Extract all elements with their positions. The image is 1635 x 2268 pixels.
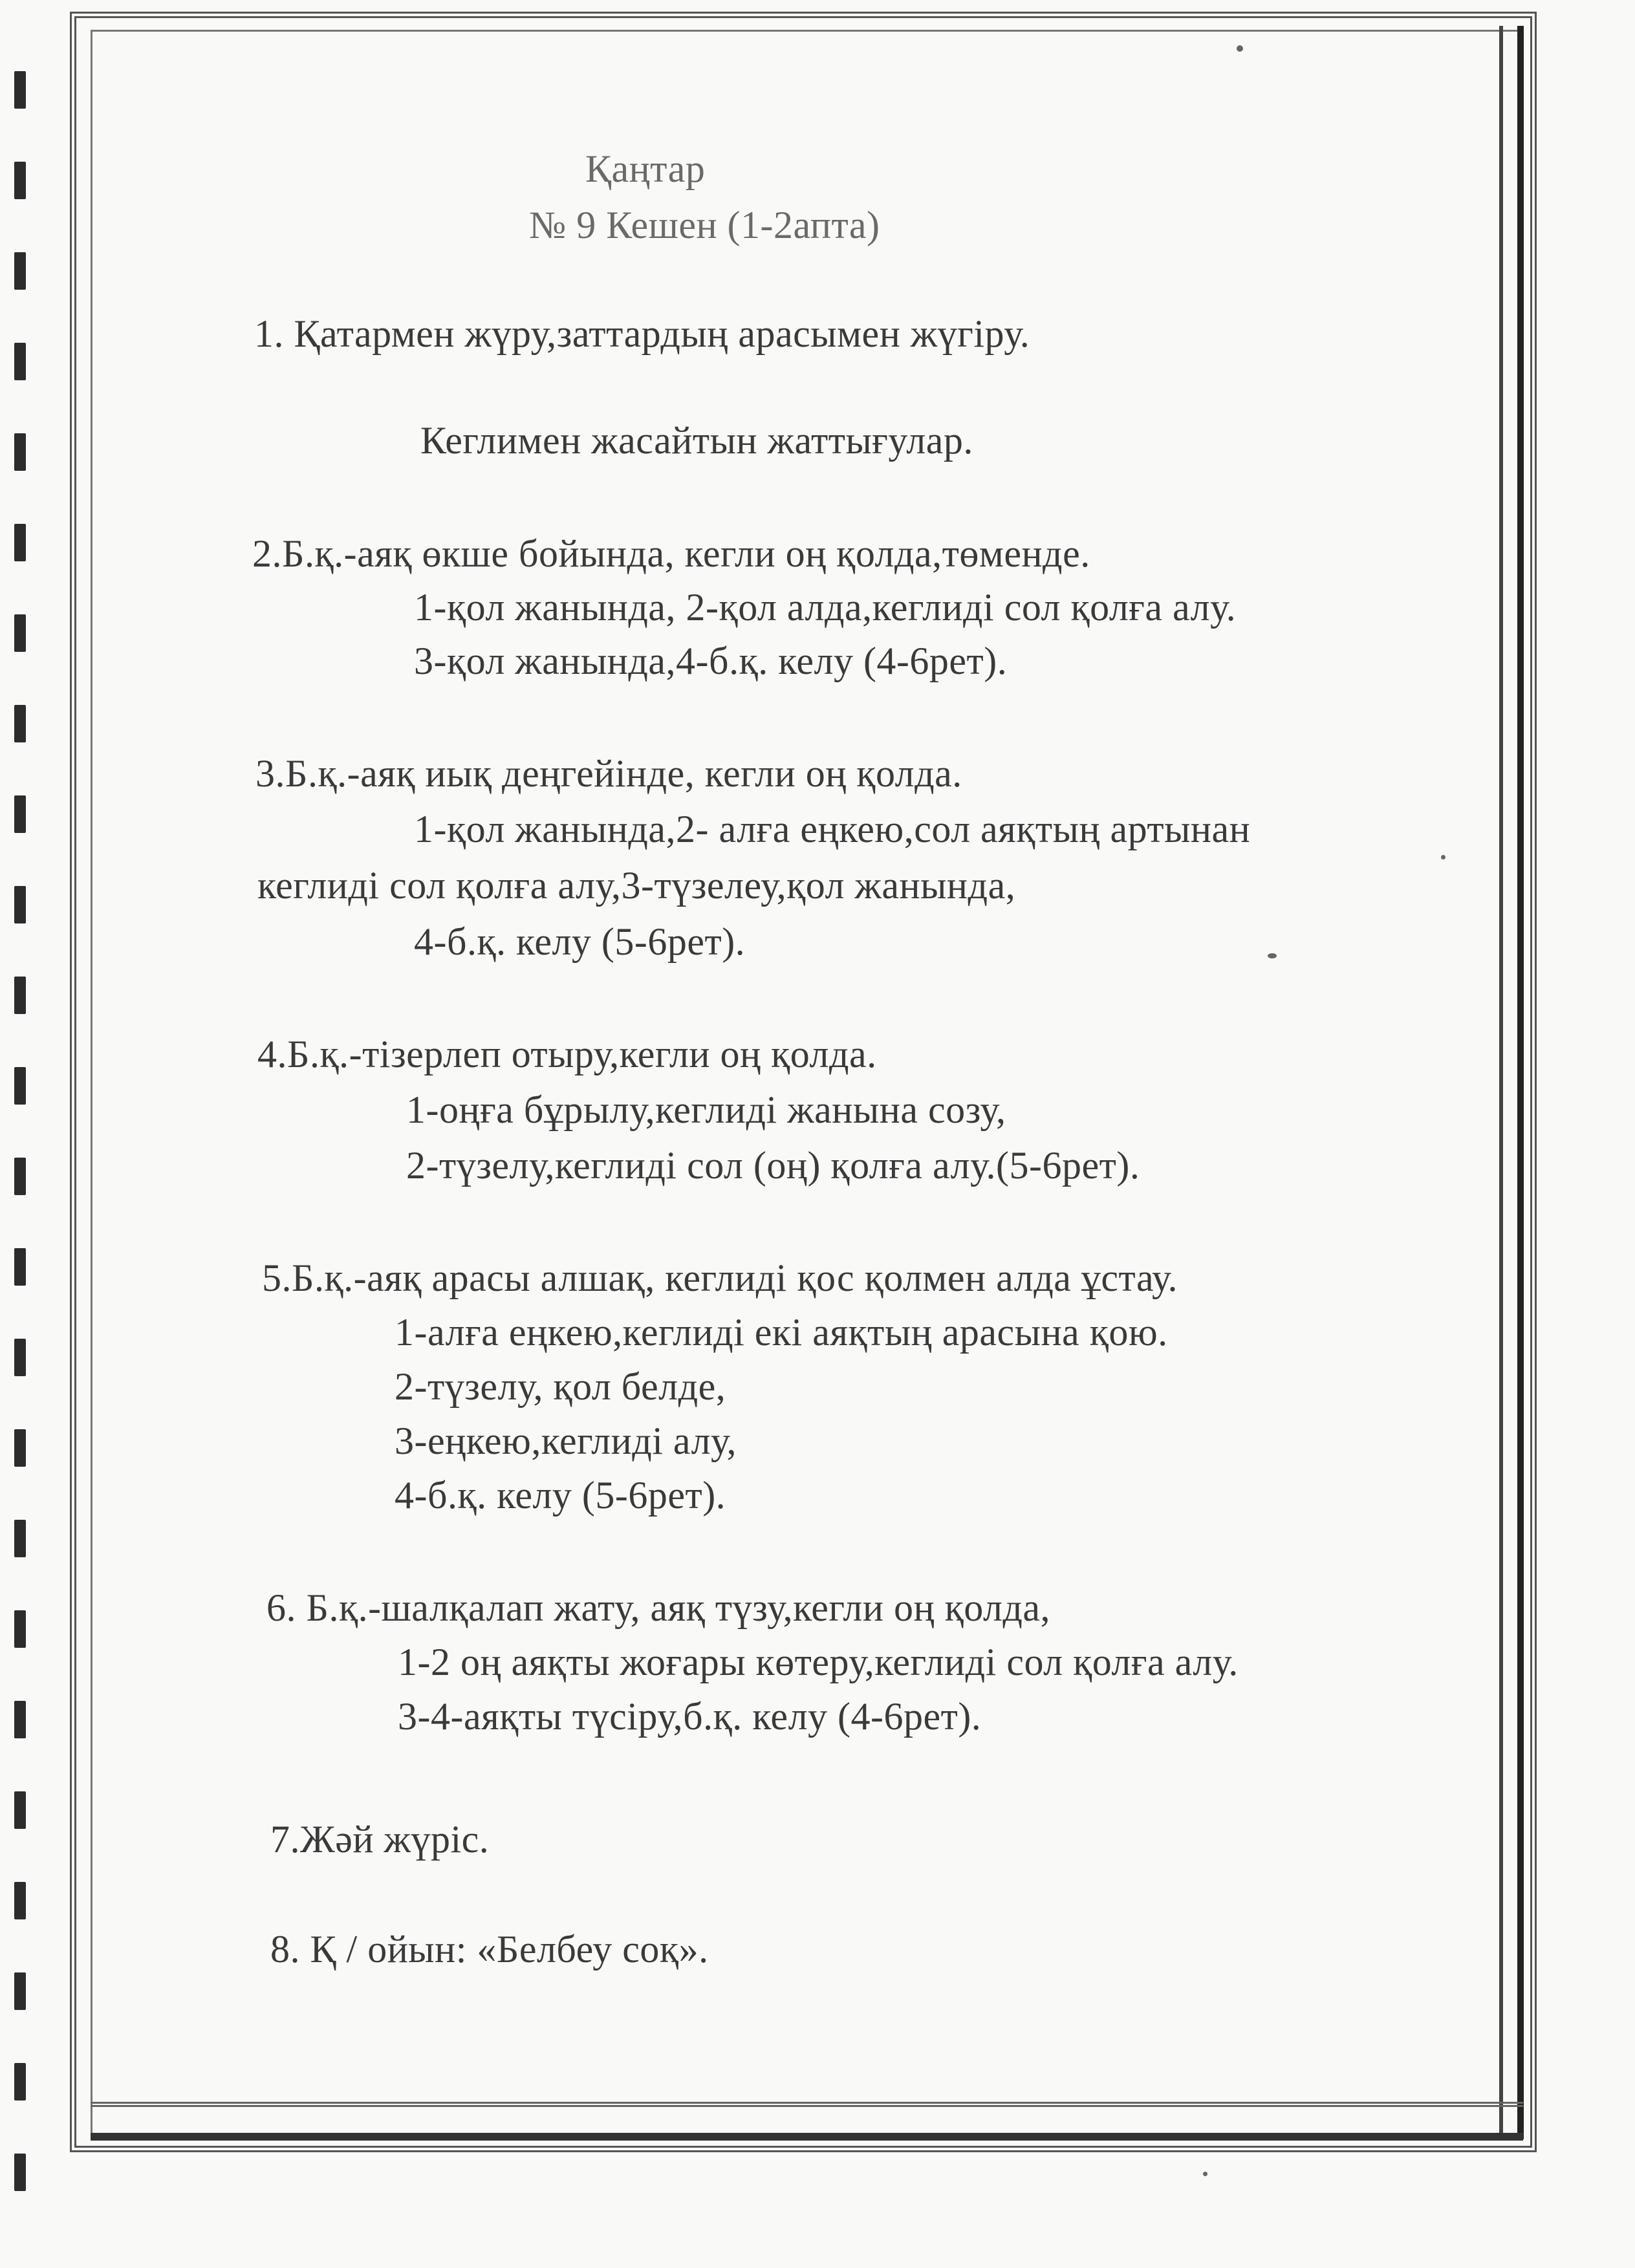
exercise-3-step-1: 1-қол жанында,2- алға еңкею,сол аяқтың артынан	[414, 808, 1251, 850]
exercise-5-start: 5.Б.қ.-аяқ арасы алшақ, кеглиді қос қолмен алда ұстау.	[262, 1257, 1178, 1299]
exercise-6-step-2: 3-4-аяқты түсіру,б.қ. келу (4-6рет).	[398, 1695, 982, 1738]
exercise-3-step-2: 4-б.қ. келу (5-6рет).	[414, 920, 746, 963]
exercise-3-start: 3.Б.қ.-аяқ иық деңгейінде, кегли оң қолда.	[255, 752, 962, 795]
complex-title: № 9 Кешен (1-2апта)	[529, 204, 880, 246]
exercise-5-step-1: 1-алға еңкею,кеглиді екі аяқтың арасына қою.	[395, 1311, 1168, 1354]
exercise-5-step-2: 2-түзелу, қол белде,	[395, 1365, 726, 1408]
exercise-6-start: 6. Б.қ.-шалқалап жату, аяқ түзу,кегли оң қолда,	[266, 1586, 1051, 1629]
exercise-2-step-1: 1-қол жанында, 2-қол алда,кеглиді сол қолға алу.	[414, 586, 1237, 629]
month-title: Қаңтар	[585, 147, 706, 190]
section-heading: Кеглимен жасайтын жаттығулар.	[420, 419, 973, 462]
exercise-5-step-3: 3-еңкею,кеглиді алу,	[395, 1420, 737, 1462]
exercise-7: 7.Жәй жүріс.	[270, 1818, 490, 1861]
exercise-3-step-1-cont: кеглиді сол қолға алу,3-түзелеу,қол жанында,	[257, 864, 1016, 907]
exercise-4-start: 4.Б.қ.-тізерлеп отыру,кегли оң қолда.	[257, 1033, 877, 1075]
exercise-5-step-4: 4-б.қ. келу (5-6рет).	[395, 1474, 726, 1517]
exercise-4-step-1: 1-оңға бұрылу,кеглиді жанына созу,	[406, 1088, 1006, 1131]
exercise-1: 1. Қатармен жүру,заттардың арасымен жүгіру.	[254, 312, 1030, 355]
exercise-6-step-1: 1-2 оң аяқты жоғары көтеру,кеглиді сол қолға алу.	[398, 1641, 1239, 1683]
exercise-8: 8. Қ / ойын: «Белбеу соқ».	[270, 1928, 709, 1971]
exercise-2-step-2: 3-қол жанында,4-б.қ. келу (4-6рет).	[414, 640, 1008, 682]
exercise-2-start: 2.Б.қ.-аяқ өкше бойында, кегли оң қолда,төменде.	[252, 532, 1090, 575]
exercise-4-step-2: 2-түзелу,кеглиді сол (оң) қолға алу.(5-6рет).	[406, 1144, 1140, 1187]
